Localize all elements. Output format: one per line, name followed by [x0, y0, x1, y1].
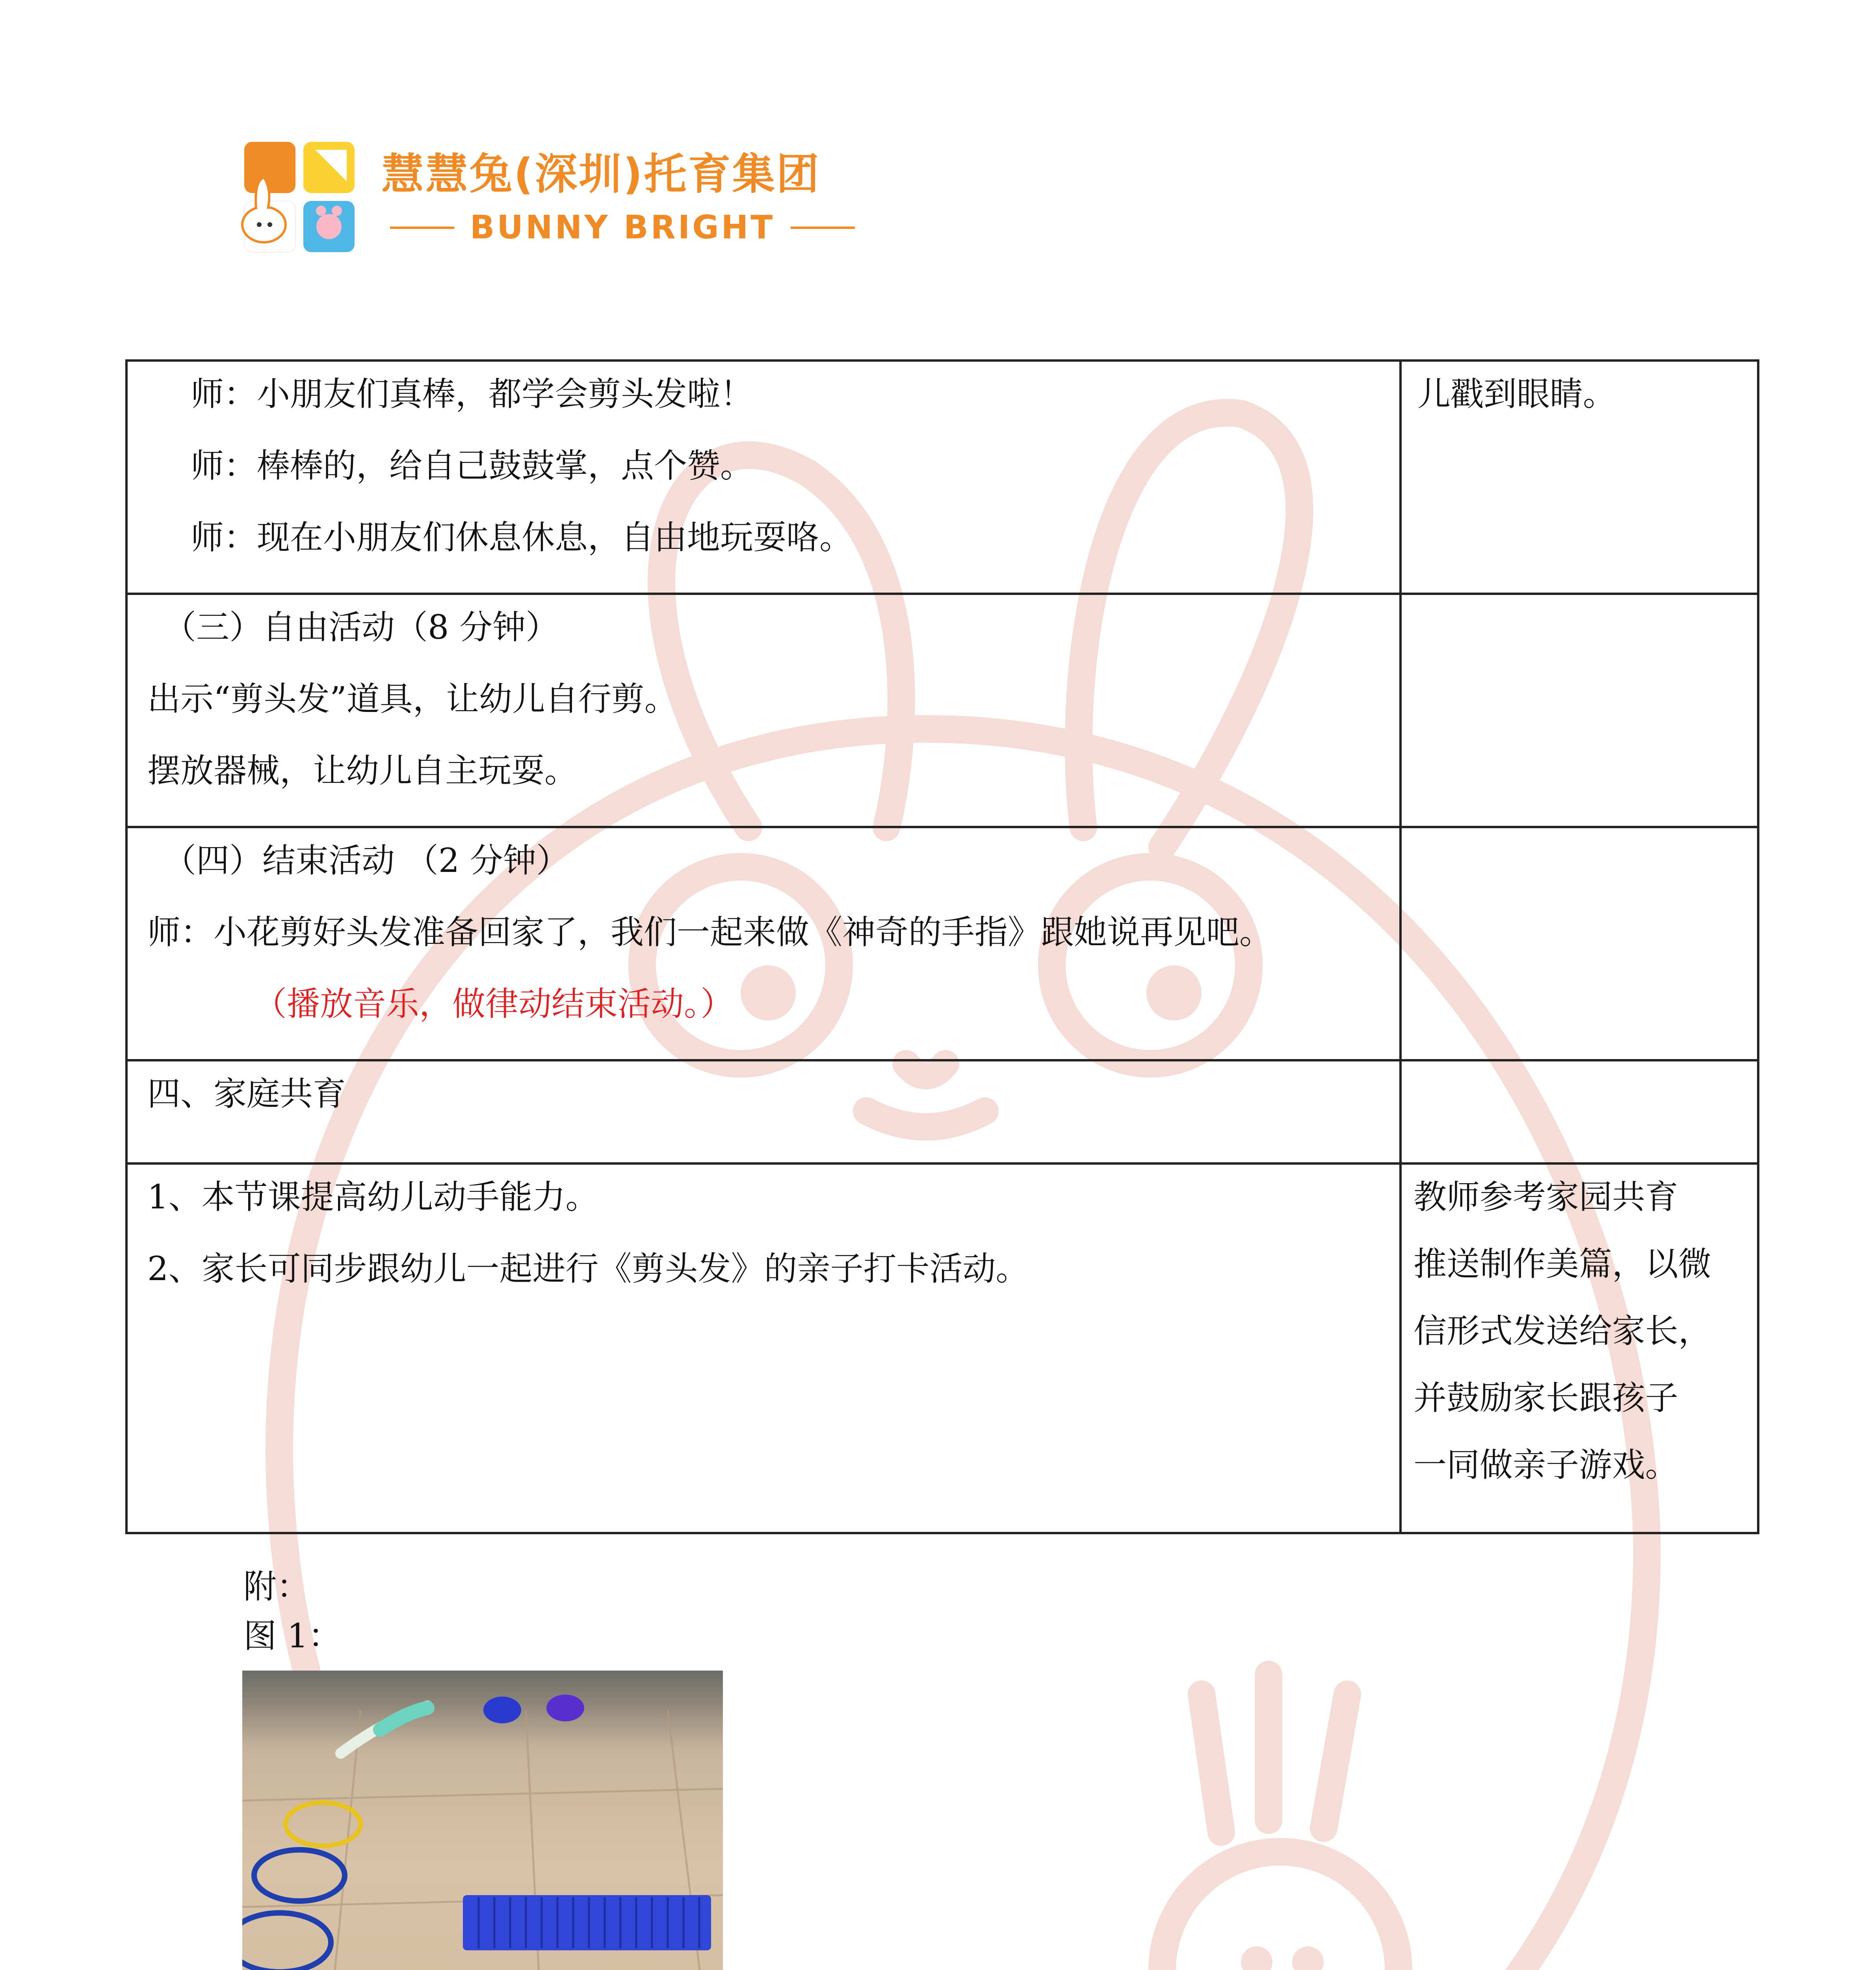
brand-tagline — [390, 209, 855, 246]
bunny-bright-logo-icon — [236, 134, 366, 264]
note-line: 信形式发送给家长， — [1414, 1312, 1712, 1350]
section-heading: （三）自由活动（8 分钟） — [163, 608, 559, 647]
dialogue-line: 师：小朋友们真棒，都学会剪头发啦！ — [191, 375, 754, 413]
table-cell-main — [126, 361, 1400, 594]
lesson-plan-table — [125, 359, 1759, 1534]
activity-line: 师：小花剪好头发准备回家了，我们一起来做《神奇的手指》跟她说再见吧。 — [147, 913, 1273, 952]
section-heading: 四、家庭共育 — [147, 1074, 346, 1113]
brand-name: BUNNY BRIGHT — [470, 209, 775, 246]
note-line: 一同做亲子游戏。 — [1414, 1446, 1679, 1484]
table-cell-main — [126, 1060, 1400, 1163]
activity-line: 摆放器械，让幼儿自主玩耍。 — [147, 751, 578, 790]
note-line: 推送制作美篇，以微 — [1414, 1245, 1712, 1283]
table-cell-main — [126, 594, 1400, 827]
divider — [390, 227, 454, 229]
note-line: 教师参考家园共育 — [1414, 1178, 1679, 1216]
section-heading: （四）结束活动 （2 分钟） — [163, 841, 569, 880]
summary-line: 1、本节课提高幼儿动手能力。 — [147, 1178, 599, 1216]
table-cell-main — [126, 827, 1400, 1060]
table-cell-note — [1400, 827, 1758, 1060]
table-cell-main — [126, 1163, 1400, 1533]
dialogue-line: 师：棒棒的，给自己鼓鼓掌，点个赞。 — [191, 446, 754, 485]
music-note: （播放音乐，做律动结束活动。） — [254, 985, 734, 1023]
table-row — [126, 1060, 1758, 1163]
note-line: 儿戳到眼睛。 — [1417, 375, 1616, 413]
table-cell-note — [1400, 1163, 1758, 1533]
divider — [791, 227, 855, 229]
table-row — [126, 1163, 1758, 1533]
table-row — [126, 594, 1758, 827]
table-cell-note — [1400, 594, 1758, 827]
note-line: 并鼓励家长跟孩子 — [1414, 1379, 1679, 1417]
org-name: 慧慧兔(深圳)托育集团 — [381, 150, 821, 199]
appendix-label: 附： — [243, 1567, 310, 1606]
table-cell-note — [1400, 1060, 1758, 1163]
figure-1-photo — [242, 1671, 723, 1970]
table-cell-note — [1400, 361, 1758, 594]
activity-line: 出示“剪头发”道具，让幼儿自行剪。 — [147, 680, 678, 718]
table-row — [126, 361, 1758, 594]
table-row — [126, 827, 1758, 1060]
figure-1-caption: 图 1： — [243, 1617, 342, 1655]
summary-line: 2、家长可同步跟幼儿一起进行《剪头发》的亲子打卡活动。 — [147, 1249, 1029, 1288]
dialogue-line: 师：现在小朋友们休息休息，自由地玩耍咯。 — [191, 518, 853, 557]
